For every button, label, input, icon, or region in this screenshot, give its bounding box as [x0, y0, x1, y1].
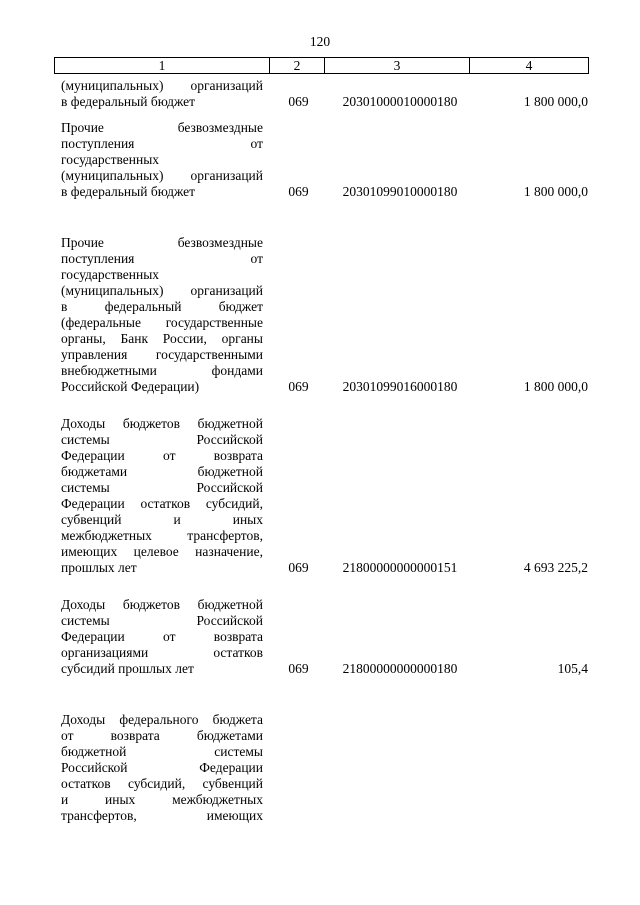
description-line	[61, 728, 263, 744]
description-line	[61, 629, 263, 645]
amount-value: 1 800 000,0	[523, 184, 588, 199]
description-line	[61, 760, 263, 776]
description-line: Российской Федерации)	[61, 379, 200, 394]
description-word: Доходы	[61, 712, 106, 727]
header-col-4: 4	[525, 58, 533, 73]
description-word: от	[250, 136, 263, 151]
description-word: организациями	[61, 645, 149, 660]
description-word: федеральный	[104, 299, 182, 314]
description-word: субсидий,	[128, 776, 186, 791]
description-word: Российской	[61, 760, 128, 775]
description-word: и	[61, 792, 69, 807]
description-line: субсидий прошлых лет	[61, 661, 194, 676]
description-word: внебюджетными	[61, 363, 157, 378]
description-line: прошлых лет	[61, 560, 137, 575]
description-line	[61, 776, 263, 792]
budget-classification-code: 21800000000000151	[342, 560, 458, 575]
description-line	[61, 448, 263, 464]
description-line: государственных	[61, 152, 160, 167]
description-word: целевое	[133, 544, 179, 559]
description-line: в федеральный бюджет	[61, 184, 195, 199]
description-word: имеющих	[206, 808, 263, 823]
description-word: субсидий,	[205, 496, 263, 511]
description-word: Российской	[196, 613, 263, 628]
description-word: Федерации	[199, 760, 263, 775]
description-line	[61, 597, 263, 613]
description-line	[61, 235, 263, 251]
description-line	[61, 416, 263, 432]
description-word: трансфертов,	[61, 808, 137, 823]
description-word: органы,	[61, 331, 106, 346]
description-line	[61, 251, 263, 267]
description-line	[61, 168, 263, 184]
description-line	[61, 613, 263, 629]
description-word: Федерации	[61, 448, 125, 463]
budget-classification-code: 20301000010000180	[342, 94, 458, 109]
description-word: системы	[61, 613, 110, 628]
department-code: 069	[288, 94, 309, 109]
description-word: Федерации	[61, 496, 125, 511]
description-word: бюджетами	[61, 464, 128, 479]
description-word: субвенций	[61, 512, 122, 527]
description-line	[61, 808, 263, 824]
description-line	[61, 464, 263, 480]
description-line	[61, 645, 263, 661]
description-word: возврата	[110, 728, 160, 743]
budget-classification-code: 21800000000000180	[342, 661, 458, 676]
description-word: государственные	[165, 315, 263, 330]
header-col-1: 1	[55, 58, 270, 73]
description-word: возврата	[213, 629, 263, 644]
department-code: 069	[288, 661, 309, 676]
description-word: межбюджетных	[172, 792, 263, 807]
department-code: 069	[288, 379, 309, 394]
description-line	[61, 347, 263, 363]
description-word: федерального	[119, 712, 199, 727]
description-word: бюджет	[218, 299, 263, 314]
description-line	[61, 792, 263, 808]
description-word: от	[163, 629, 176, 644]
description-word: (муниципальных)	[61, 168, 164, 183]
description-word: остатков	[61, 776, 111, 791]
header-col-2: 2	[270, 58, 325, 73]
description-word: от	[61, 728, 74, 743]
description-line	[61, 78, 263, 94]
header-col-3: 3	[325, 58, 470, 73]
description-word: остатков	[213, 645, 263, 660]
description-word: бюджетной	[197, 464, 263, 479]
description-word: и	[173, 512, 181, 527]
description-word: Прочие	[61, 120, 104, 135]
amount-value: 105,4	[557, 661, 588, 676]
description-word: назначение,	[195, 544, 263, 559]
description-word: безвозмездные	[177, 120, 263, 135]
description-word: от	[250, 251, 263, 266]
description-word: бюджетами	[196, 728, 263, 743]
description-line	[61, 331, 263, 347]
description-word: иных	[232, 512, 263, 527]
description-word: (муниципальных)	[61, 78, 164, 93]
description-word: бюджетной	[197, 597, 263, 612]
description-word: (муниципальных)	[61, 283, 164, 298]
department-code: 069	[288, 184, 309, 199]
description-word: Прочие	[61, 235, 104, 250]
description-word: управления	[61, 347, 128, 362]
description-word: Российской	[196, 480, 263, 495]
description-word: фондами	[211, 363, 263, 378]
description-word: Банк	[120, 331, 149, 346]
description-line	[61, 432, 263, 448]
description-word: остатков	[140, 496, 191, 511]
description-word: субвенций	[202, 776, 263, 791]
description-word: бюджетов	[122, 597, 180, 612]
description-line	[61, 512, 263, 528]
description-word: межбюджетных	[61, 528, 152, 543]
description-word: Российской	[196, 432, 263, 447]
description-line	[61, 136, 263, 152]
amount-value: 1 800 000,0	[523, 379, 588, 394]
table-header	[54, 57, 589, 74]
description-line	[61, 712, 263, 728]
description-word: поступления	[61, 251, 135, 266]
description-word: системы	[214, 744, 263, 759]
description-line: в федеральный бюджет	[61, 94, 195, 109]
description-line	[61, 744, 263, 760]
description-word: иных	[105, 792, 136, 807]
description-word: в	[61, 299, 68, 314]
description-word: от	[163, 448, 176, 463]
description-line	[61, 544, 263, 560]
description-line: государственных	[61, 267, 160, 282]
description-word: возврата	[213, 448, 263, 463]
description-word: России,	[162, 331, 207, 346]
description-word: организаций	[190, 78, 263, 93]
description-line	[61, 528, 263, 544]
budget-classification-code: 20301099016000180	[342, 379, 458, 394]
description-line	[61, 363, 263, 379]
description-word: безвозмездные	[177, 235, 263, 250]
description-word: (федеральные	[61, 315, 141, 330]
description-line	[61, 480, 263, 496]
description-line	[61, 283, 263, 299]
description-word: бюджетной	[61, 744, 127, 759]
department-code: 069	[288, 560, 309, 575]
description-word: бюджета	[212, 712, 263, 727]
description-line	[61, 299, 263, 315]
description-line	[61, 120, 263, 136]
page-number: 120	[309, 34, 331, 49]
description-word: трансфертов,	[187, 528, 263, 543]
description-word: имеющих	[61, 544, 118, 559]
description-word: организаций	[190, 168, 263, 183]
description-word: государственными	[155, 347, 263, 362]
budget-classification-code: 20301099010000180	[342, 184, 458, 199]
description-word: бюджетной	[197, 416, 263, 431]
description-line	[61, 496, 263, 512]
amount-value: 1 800 000,0	[523, 94, 588, 109]
description-word: бюджетов	[122, 416, 180, 431]
description-word: Федерации	[61, 629, 125, 644]
description-word: системы	[61, 480, 110, 495]
description-word: Доходы	[61, 597, 106, 612]
description-word: органы	[221, 331, 263, 346]
description-word: поступления	[61, 136, 135, 151]
description-word: Доходы	[61, 416, 106, 431]
description-word: организаций	[190, 283, 263, 298]
amount-value: 4 693 225,2	[523, 560, 588, 575]
description-word: системы	[61, 432, 110, 447]
description-line	[61, 315, 263, 331]
